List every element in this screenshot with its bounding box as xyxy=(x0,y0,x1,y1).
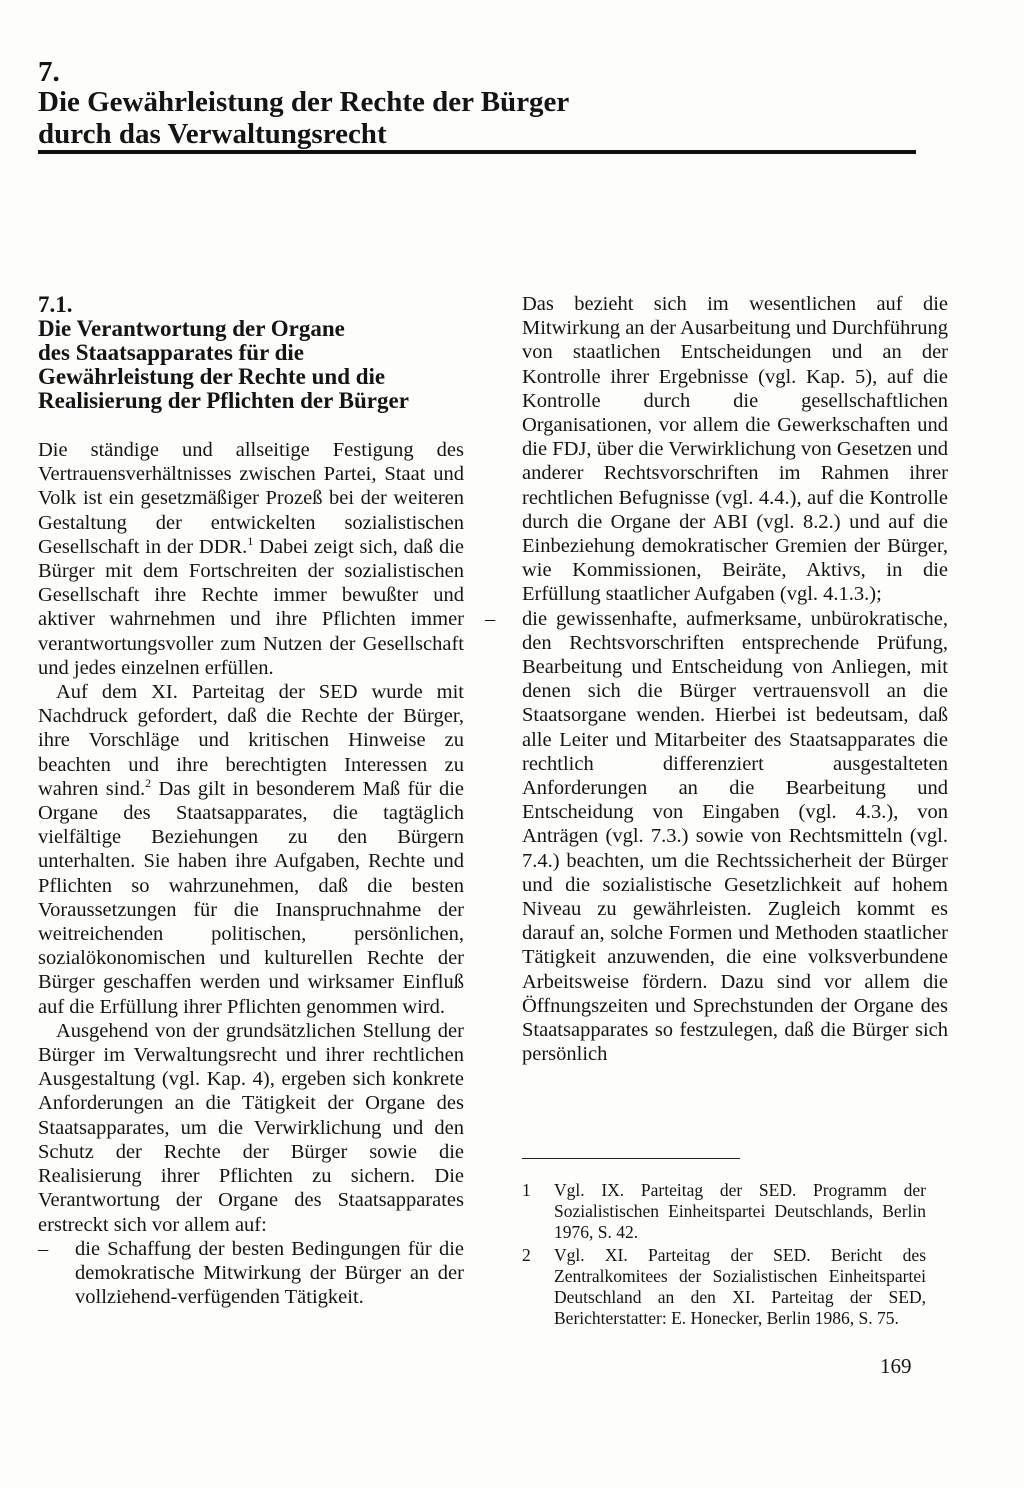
footnote-number: 1 xyxy=(522,1180,531,1200)
chapter-title-line: durch das Verwaltungsrecht xyxy=(38,118,387,150)
footnote-rule xyxy=(522,1158,740,1159)
footnotes xyxy=(522,1180,926,1331)
paragraph-text: Dabei zeigt sich, daß die Bürger mit dem Fortschreiten der sozialistischen Gesellschaft ihre Rechte immer bewußter und aktiver wahrnehmen und ihre Pflichten immer verantwortungsvoller zum Nutzen der Gesellschaft und jedes einzelnen erfüllen. xyxy=(38,535,464,679)
footnote xyxy=(522,1180,926,1243)
footnote-number: 2 xyxy=(522,1245,531,1265)
chapter-number: 7. xyxy=(38,56,60,88)
section-title xyxy=(38,317,478,413)
dash-bullet: – xyxy=(38,1237,49,1260)
chapter-title-line: Die Gewährleistung der Rechte der Bürger xyxy=(38,86,570,118)
footnote-reference: 2 xyxy=(145,776,152,791)
right-column xyxy=(485,292,948,1067)
paragraph-text: Auf dem XI. Parteitag der SED wurde mit Nachdruck gefordert, daß die Rechte der Bürger, ihre Vorschläge und kritischen Hinweise zu beachten und ihre berechtigten Interessen zu wahren sind. xyxy=(38,681,464,800)
body-paragraph: Ausgehend von der grundsätzlichen Stellung der Bürger im Verwaltungsrecht und ihrer rechtlichen Ausgestaltung (vgl. Kap. 4), ergeben sich konkrete Anforderungen an die Tätigkeit der Organe des Staatsapparates, um die Verwirklichung und den Schutz der Rechte der Bürger sowie die Realisierung ihrer Pflichten zu sichern. Die Verantwortung der Organe des Staatsapparates erstreckt sich vor allem auf: xyxy=(38,1019,464,1236)
left-column xyxy=(38,438,464,1309)
list-item-text: die gewissenhafte, aufmerksame, unbürokratische, den Rechtsvorschriften entsprechende Prüfung, Bearbeitung und Entscheidung von Anliegen, mit denen sich die Bürger vertrauensvoll an die Staatsorgane wenden. Hierbei ist bedeutsam, daß alle Leiter und Mitarbeiter des Staatsapparates die rechtlich differenziert ausgestalteten Anforderungen an die Bearbeitung und Entscheidung von Eingaben (vgl. 4.3.), von Anträgen (vgl. 7.3.) sowie von Rechtsmitteln (vgl. 7.4.) beachten, um die Rechtssicherheit der Bürger und die sozialistische Gesetzlichkeit auf hohem Niveau zu gewährleisten. Zugleich kommt es darauf an, solche Formen und Methoden staatlicher Tätigkeit anzuwenden, die eine volksverbundene Arbeitsweise fördern. Dazu sind vor allem die Öffnungszeiten und Sprechstunden der Organe des Staatsapparates so festzulegen, daß die Bürger sich persönlich xyxy=(522,607,948,1066)
section-title-line: Gewährleistung der Rechte und die xyxy=(38,364,386,389)
list-item-continuation: Das bezieht sich im wesentlichen auf die Mitwirkung an der Ausarbeitung und Durchführung von staatlichen Entscheidungen und an der Kontrolle ihrer Ergebnisse (vgl. Kap. 5), auf die Kontrolle durch die gesellschaftlichen Organisationen, vor allem die Gewerkschaften und die FDJ, über die Verwirklichung von Gesetzen und anderer Rechtsvorschriften im Rahmen ihrer rechtlichen Befugnisse (vgl. 4.4.), auf die Kontrolle durch die Organe der ABI (vgl. 8.2.) und auf die Einbeziehung demokratischer Gremien der Bürger, wie Kommissionen, Beiräte, Aktivs, in die Erfüllung staatlicher Aufgaben (vgl. 4.1.3.); xyxy=(522,293,948,606)
dash-bullet: – xyxy=(485,607,496,630)
chapter-title xyxy=(38,86,918,150)
body-paragraph xyxy=(38,680,464,1019)
section-title-line: des Staatsapparates für die xyxy=(38,340,305,365)
paragraph-text: Das gilt in besonderem Maß für die Organe des Staatsapparates, die tagtäglich vielfältige Beziehungen zu den Bürgern unterhalten. Sie haben ihre Aufgaben, Rechte und Pflichten so wahrzunehmen, daß die besten Voraussetzungen für die Inanspruchnahme der weitreichenden politischen, persönlichen, sozialökonomischen und kulturellen Rechte der Bürger geschaffen werden und wirksamer Einfluß auf die Erfüllung ihrer Pflichten genommen wird. xyxy=(38,777,464,1018)
list-item-text: die Schaffung der besten Bedingungen für die demokratische Mitwirkung der Bürger an der vollziehend-verfügenden Tätigkeit. xyxy=(75,1237,464,1309)
section-title-line: Realisierung der Pflichten der Bürger xyxy=(38,388,409,413)
footnote-reference: 1 xyxy=(247,533,254,548)
chapter-rule xyxy=(38,150,916,154)
dash-list-item xyxy=(485,607,948,1067)
footnote-text: Vgl. IX. Parteitag der SED. Programm der Sozialistischen Einheitspartei Deutschlands, Berlin 1976, S. 42. xyxy=(554,1180,926,1242)
body-paragraph xyxy=(38,438,464,680)
page-number: 169 xyxy=(880,1354,912,1378)
footnote xyxy=(522,1245,926,1329)
dash-list-item xyxy=(38,1237,464,1310)
footnote-text: Vgl. XI. Parteitag der SED. Bericht des Zentralkomitees der Sozialistischen Einheitspartei Deutschland an den XI. Parteitag der SED, Berichterstatter: E. Honecker, Berlin 1986, S. 75. xyxy=(554,1245,926,1328)
section-title-line: Die Verantwortung der Organe xyxy=(38,316,345,341)
section-number: 7.1. xyxy=(38,292,73,317)
paragraph-text: Die ständige und allseitige Festigung des Vertrauensverhältnisses zwischen Partei, Staat und Volk ist ein gesetzmäßiger Prozeß bei der weiteren Gestaltung der entwickelten sozialistischen Gesellschaft in der DDR. xyxy=(38,439,464,558)
